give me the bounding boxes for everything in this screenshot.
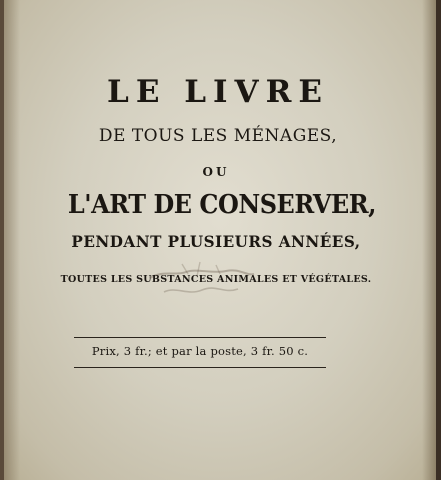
rule-top [74,337,326,338]
rule-bottom [74,367,326,368]
conjunction-ou: OU [202,165,230,179]
title-page [4,0,436,480]
main-title: L'ART DE CONSERVER, [67,190,377,220]
book-subtitle: DE TOUS LES MÉNAGES, [98,126,338,146]
line-pendant: PENDANT PLUSIEURS ANNÉES, [71,232,361,251]
book-title: LE LIVRE [107,74,329,110]
price-line: Prix, 3 fr.; et par la poste, 3 fr. 50 c. [91,344,309,358]
line-toutes: TOUTES LES SUBSTANCES ANIMALES ET VÉGÉTALES. [60,274,372,285]
